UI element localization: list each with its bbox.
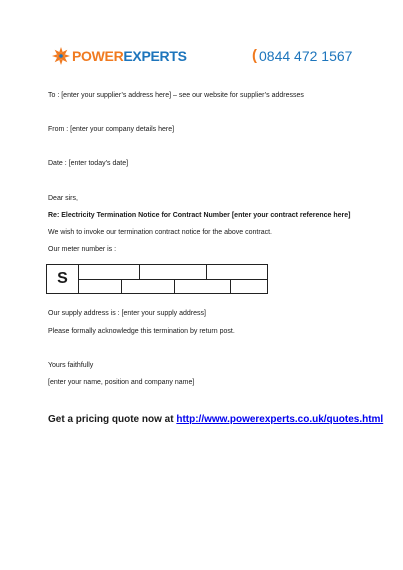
pricing-cta	[48, 413, 383, 427]
power-burst-icon	[52, 47, 70, 65]
meter-label: Our meter number is :	[48, 246, 117, 253]
phone-contact	[252, 46, 352, 66]
meter-grid-divider	[78, 279, 267, 280]
phone-number: 0844 472 1567	[259, 48, 353, 64]
company-logo	[52, 46, 187, 66]
salutation: Dear sirs,	[48, 195, 78, 202]
logo-power-text: POWER	[72, 48, 124, 64]
acknowledge-paragraph: Please formally acknowledge this termination by return post.	[48, 328, 235, 335]
supply-address-line: Our supply address is : [enter your supply address]	[48, 310, 206, 317]
meter-grid-cell-divider	[139, 265, 140, 279]
date-line: Date : [enter today’s date]	[48, 160, 129, 167]
to-line: To : [enter your supplier’s address here] – see our website for supplier’s addresses	[48, 92, 304, 99]
meter-number-grid	[46, 264, 268, 294]
meter-grid-cell-divider	[174, 279, 175, 293]
signoff: Yours faithfully	[48, 362, 94, 369]
signature-line: [enter your name, position and company name]	[48, 379, 195, 386]
meter-prefix: S	[47, 265, 79, 293]
logo-experts-text: EXPERTS	[123, 48, 187, 64]
phone-icon: (	[252, 47, 257, 64]
meter-grid-cell-divider	[206, 265, 207, 279]
from-line: From : [enter your company details here]	[48, 126, 175, 133]
logo-wordmark	[72, 48, 187, 64]
meter-grid-cell-divider	[121, 279, 122, 293]
intro-paragraph: We wish to invoke our termination contract notice for the above contract.	[48, 229, 272, 236]
cta-text: Get a pricing quote now at	[48, 414, 174, 425]
subject-line: Re: Electricity Termination Notice for Contract Number [enter your contract reference here]	[48, 212, 351, 219]
meter-grid-cell-divider	[230, 279, 231, 293]
quotes-link[interactable]: http://www.powerexperts.co.uk/quotes.html	[176, 414, 384, 425]
